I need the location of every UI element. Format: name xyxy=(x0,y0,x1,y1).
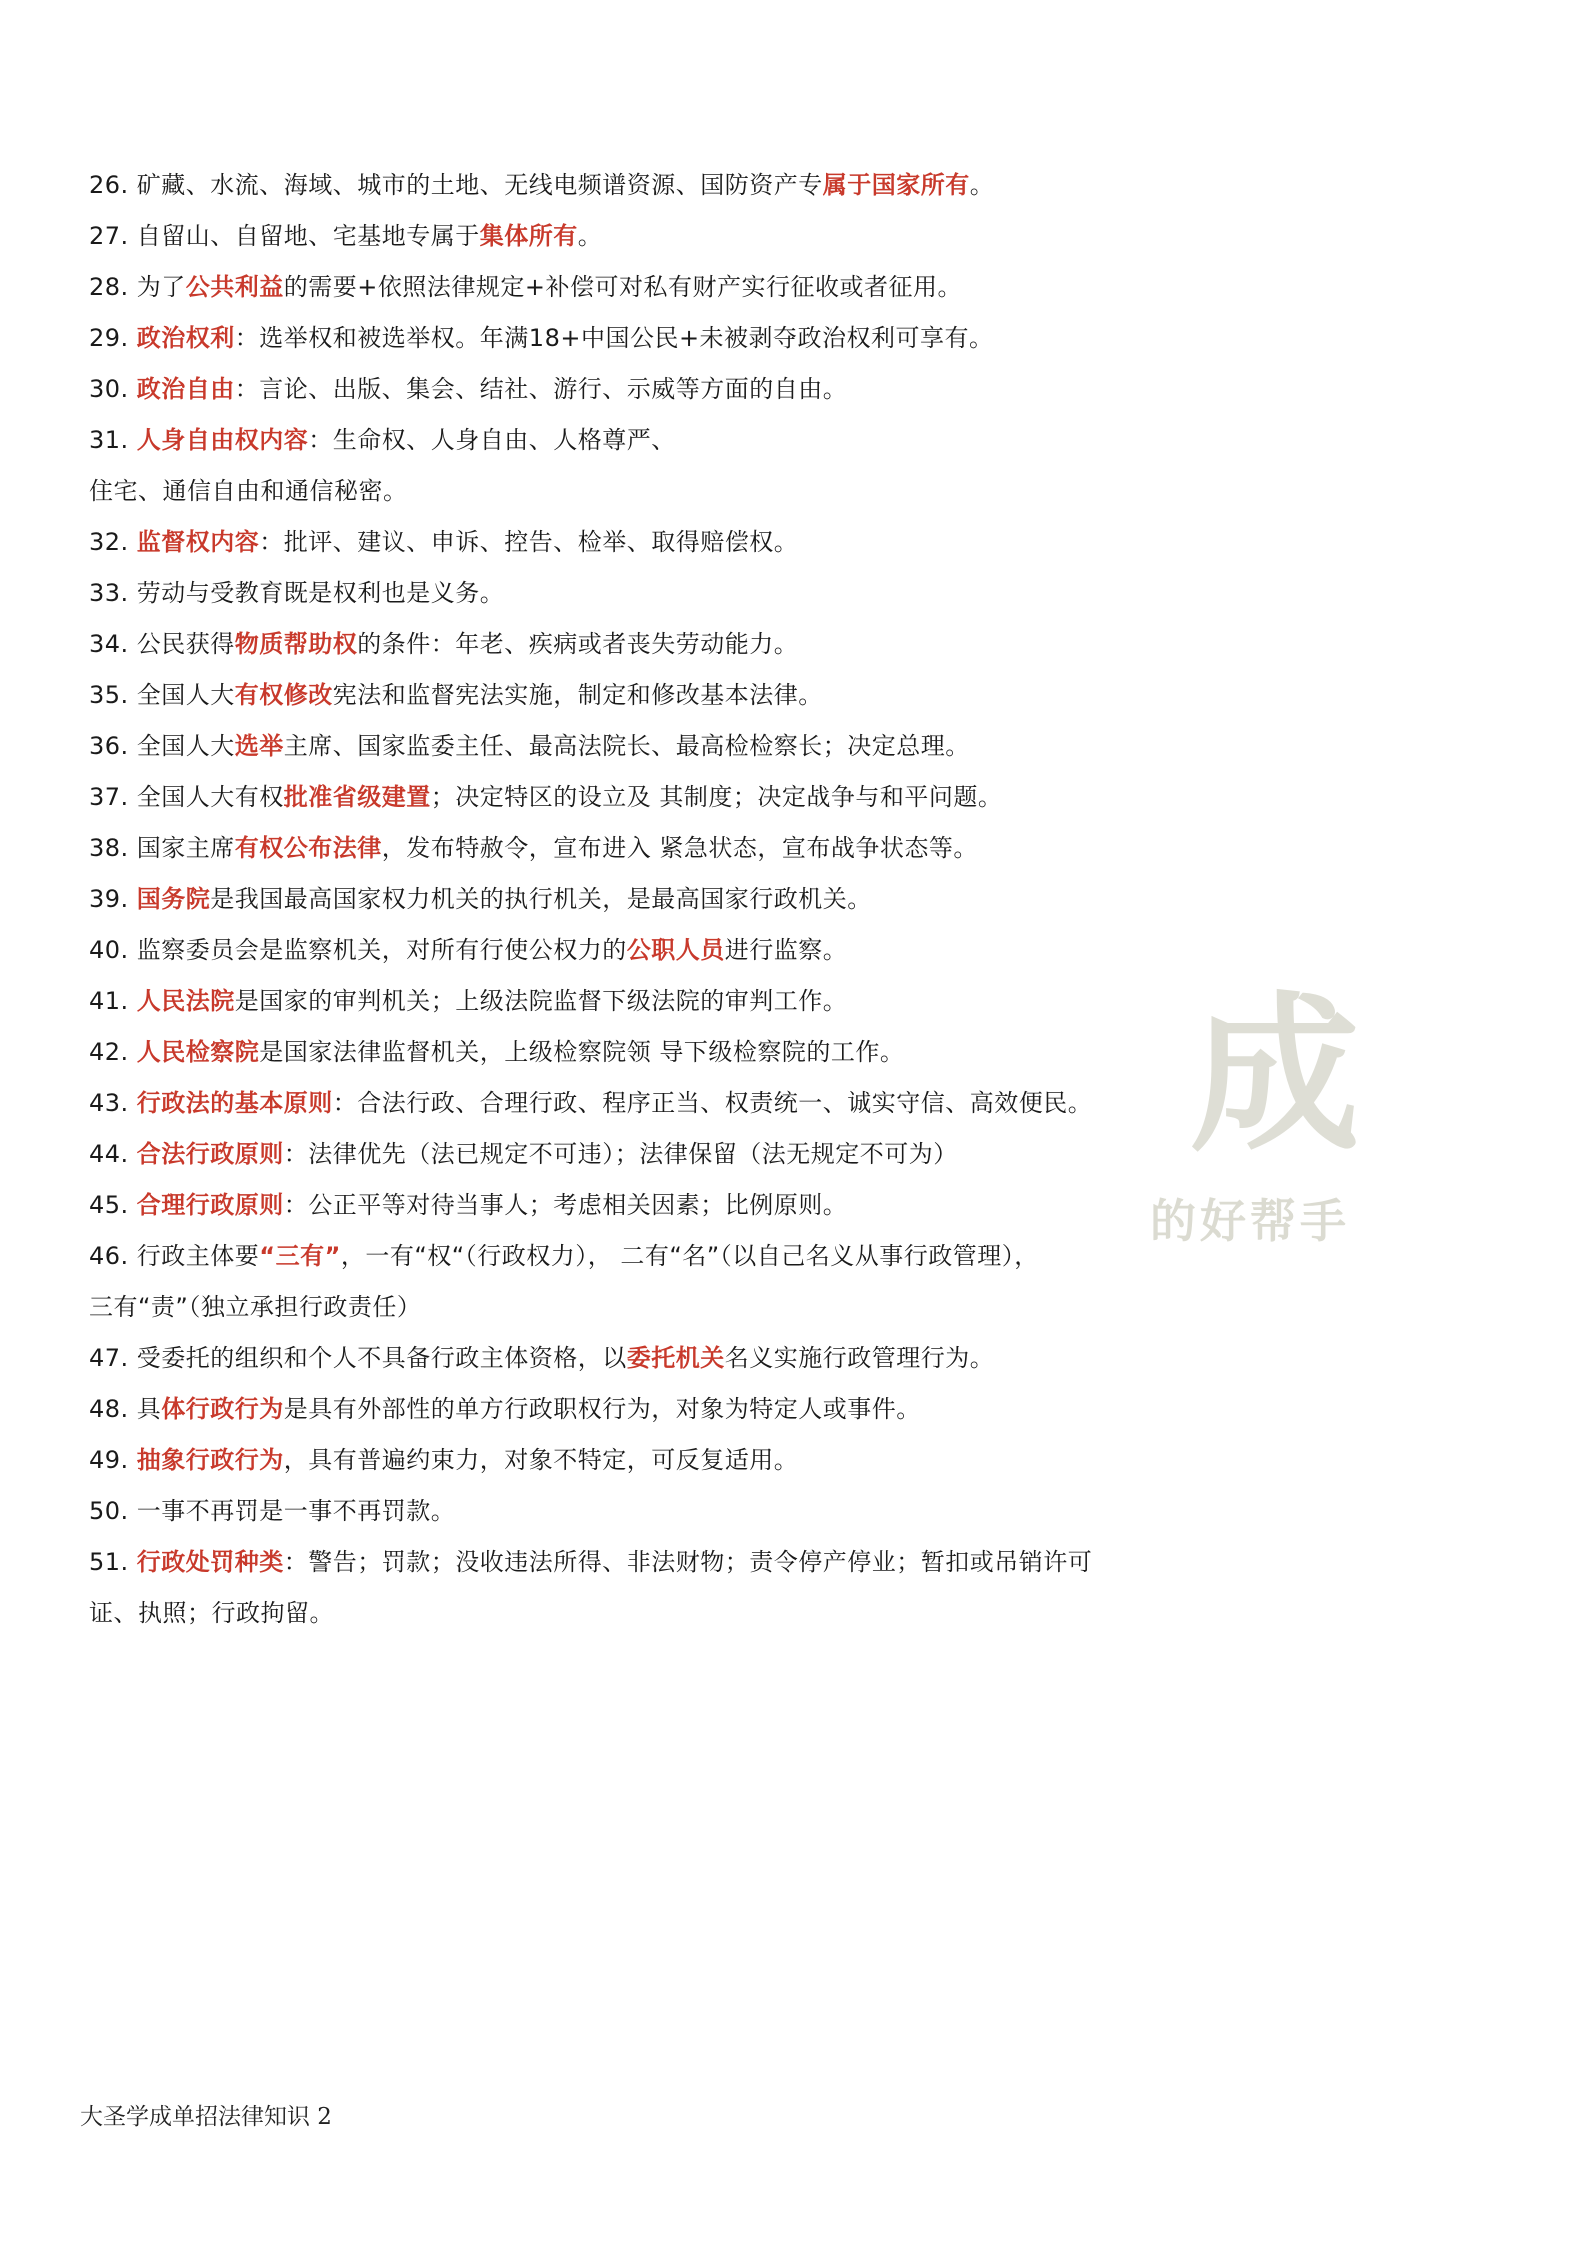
note-text: 28. 为了 xyxy=(89,273,186,301)
note-text: 是具有外部性的单方行政职权行为，对象为特定人或事件。 xyxy=(283,1395,921,1423)
note-text: ：选举权和被选举权。年满18+中国公民+未被剥夺政治权利可享有。 xyxy=(234,324,994,352)
highlight-term: 物质帮助权 xyxy=(234,630,358,658)
note-line xyxy=(89,1078,1189,1129)
note-line xyxy=(89,1537,1189,1588)
note-line xyxy=(89,466,1189,517)
note-line xyxy=(89,364,1189,415)
note-text: 50. 一事不再罚是一事不再罚款。 xyxy=(89,1497,456,1525)
note-text: 35. 全国人大 xyxy=(89,681,235,709)
note-text: 32. xyxy=(89,528,137,556)
highlight-term: 批准省级建置 xyxy=(283,783,431,811)
highlight-term: 政治自由 xyxy=(136,375,235,403)
note-text: ：批评、建议、申诉、控告、检举、取得赔偿权。 xyxy=(259,528,799,556)
highlight-term: 体行政行为 xyxy=(161,1395,284,1423)
highlight-term: 合法行政原则 xyxy=(136,1140,284,1168)
note-text: 证、执照；行政拘留。 xyxy=(89,1599,334,1627)
highlight-term: 国务院 xyxy=(136,885,211,913)
note-text: 43. xyxy=(89,1089,137,1117)
highlight-term: 人民法院 xyxy=(136,987,235,1015)
note-text: 30. xyxy=(89,375,137,403)
note-text: 是我国最高国家权力机关的执行机关，是最高国家行政机关。 xyxy=(210,885,872,913)
note-text: 41. xyxy=(89,987,137,1015)
highlight-term: 集体所有 xyxy=(479,222,578,250)
watermark xyxy=(1150,975,1450,1250)
note-line xyxy=(89,976,1189,1027)
highlight-term: 有权公布法律 xyxy=(234,834,382,862)
note-line xyxy=(89,874,1189,925)
notes-list xyxy=(89,160,1189,1639)
note-line xyxy=(89,925,1189,976)
note-text: 40. 监察委员会是监察机关，对所有行使公权力的 xyxy=(89,936,627,964)
note-line xyxy=(89,1180,1189,1231)
note-text: ：公正平等对待当事人；考虑相关因素；比例原则。 xyxy=(283,1191,848,1219)
note-text: 44. xyxy=(89,1140,137,1168)
note-line xyxy=(89,670,1189,721)
note-line xyxy=(89,1486,1189,1537)
note-text: ，具有普遍约束力，对象不特定，可反复适用。 xyxy=(283,1446,799,1474)
highlight-term: 公共利益 xyxy=(185,273,284,301)
note-line xyxy=(89,211,1189,262)
highlight-term: 抽象行政行为 xyxy=(136,1446,284,1474)
note-line xyxy=(89,313,1189,364)
note-text: ，一有“权“（行政权力）， 二有“名”（以自己名义从事行政管理）， xyxy=(340,1242,1039,1270)
note-text: 名义实施行政管理行为。 xyxy=(724,1344,995,1372)
highlight-term: 有权修改 xyxy=(234,681,333,709)
note-line xyxy=(89,1333,1189,1384)
note-line xyxy=(89,619,1189,670)
note-text: 进行监察。 xyxy=(724,936,848,964)
note-text: 46. 行政主体要 xyxy=(89,1242,260,1270)
highlight-term: 政治权利 xyxy=(136,324,235,352)
note-text: 47. 受委托的组织和个人不具备行政主体资格，以 xyxy=(89,1344,627,1372)
page-footer: 大圣学成单招法律知识 2 xyxy=(80,2104,332,2130)
note-text: 42. xyxy=(89,1038,137,1066)
note-text: 是国家法律监督机关，上级检察院领 导下级检察院的工作。 xyxy=(259,1038,905,1066)
highlight-term: 属于国家所有 xyxy=(822,171,970,199)
note-line xyxy=(89,721,1189,772)
note-line xyxy=(89,1588,1189,1639)
note-text: ：合法行政、合理行政、程序正当、权责统一、诚实守信、高效便民。 xyxy=(332,1089,1093,1117)
highlight-term: 合理行政原则 xyxy=(136,1191,284,1219)
note-text: 45. xyxy=(89,1191,137,1219)
note-text: 51. xyxy=(89,1548,137,1576)
note-text: 33. 劳动与受教育既是权利也是义务。 xyxy=(89,579,505,607)
watermark-slogan: 的好帮手 xyxy=(1150,1194,1350,1248)
note-text: 是国家的审判机关；上级法院监督下级法院的审判工作。 xyxy=(234,987,848,1015)
note-line xyxy=(89,517,1189,568)
note-line xyxy=(89,1129,1189,1180)
note-text: ，发布特赦令，宣布进入 紧急状态，宣布战争状态等。 xyxy=(381,834,978,862)
note-line xyxy=(89,1282,1189,1333)
note-text: 主席、国家监委主任、最高法院长、最高检检察长；决定总理。 xyxy=(283,732,970,760)
note-text: 宪法和监督宪法实施，制定和修改基本法律。 xyxy=(332,681,823,709)
highlight-term: 选举 xyxy=(234,732,284,760)
note-text: ：警告；罚款；没收违法所得、非法财物；责令停产停业；暂扣或吊销许可 xyxy=(283,1548,1093,1576)
note-text: 39. xyxy=(89,885,137,913)
note-text: 三有“责”（独立承担行政责任） xyxy=(89,1293,422,1321)
note-line xyxy=(89,772,1189,823)
note-text: 49. xyxy=(89,1446,137,1474)
note-text: 。 xyxy=(969,171,995,199)
note-line xyxy=(89,160,1189,211)
note-text: 37. 全国人大有权 xyxy=(89,783,284,811)
note-text: 34. 公民获得 xyxy=(89,630,235,658)
note-text: 的需要+依照法律规定+补偿可对私有财产实行征收或者征用。 xyxy=(283,273,963,301)
highlight-term: “三有” xyxy=(259,1242,341,1270)
note-line xyxy=(89,1384,1189,1435)
note-text: ：法律优先（法已规定不可违）；法律保留（法无规定不可为） xyxy=(283,1140,958,1168)
highlight-term: 人身自由权内容 xyxy=(136,426,309,454)
note-text: 48. 具 xyxy=(89,1395,162,1423)
note-text: 27. 自留山、自留地、宅基地专属于 xyxy=(89,222,480,250)
note-line xyxy=(89,568,1189,619)
highlight-term: 监督权内容 xyxy=(136,528,260,556)
note-text: ；决定特区的设立及 其制度；决定战争与和平问题。 xyxy=(430,783,1003,811)
highlight-term: 行政处罚种类 xyxy=(136,1548,284,1576)
note-text: ：生命权、人身自由、人格尊严、 xyxy=(308,426,676,454)
note-text: 的条件：年老、疾病或者丧失劳动能力。 xyxy=(357,630,799,658)
note-text: 36. 全国人大 xyxy=(89,732,235,760)
note-line xyxy=(89,823,1189,874)
note-text: 26. 矿藏、水流、海域、城市的土地、无线电频谱资源、国防资产专 xyxy=(89,171,823,199)
note-text: ：言论、出版、集会、结社、游行、示威等方面的自由。 xyxy=(234,375,848,403)
highlight-term: 委托机关 xyxy=(626,1344,725,1372)
watermark-logo-char: 成 xyxy=(1190,975,1361,1175)
highlight-term: 人民检察院 xyxy=(136,1038,260,1066)
note-text: 住宅、通信自由和通信秘密。 xyxy=(89,477,408,505)
note-line xyxy=(89,1231,1189,1282)
highlight-term: 公职人员 xyxy=(626,936,725,964)
note-text: 。 xyxy=(577,222,603,250)
note-line xyxy=(89,415,1189,466)
note-line xyxy=(89,1027,1189,1078)
note-line xyxy=(89,1435,1189,1486)
highlight-term: 行政法的基本原则 xyxy=(136,1089,333,1117)
note-line xyxy=(89,262,1189,313)
note-text: 29. xyxy=(89,324,137,352)
note-text: 31. xyxy=(89,426,137,454)
note-text: 38. 国家主席 xyxy=(89,834,235,862)
